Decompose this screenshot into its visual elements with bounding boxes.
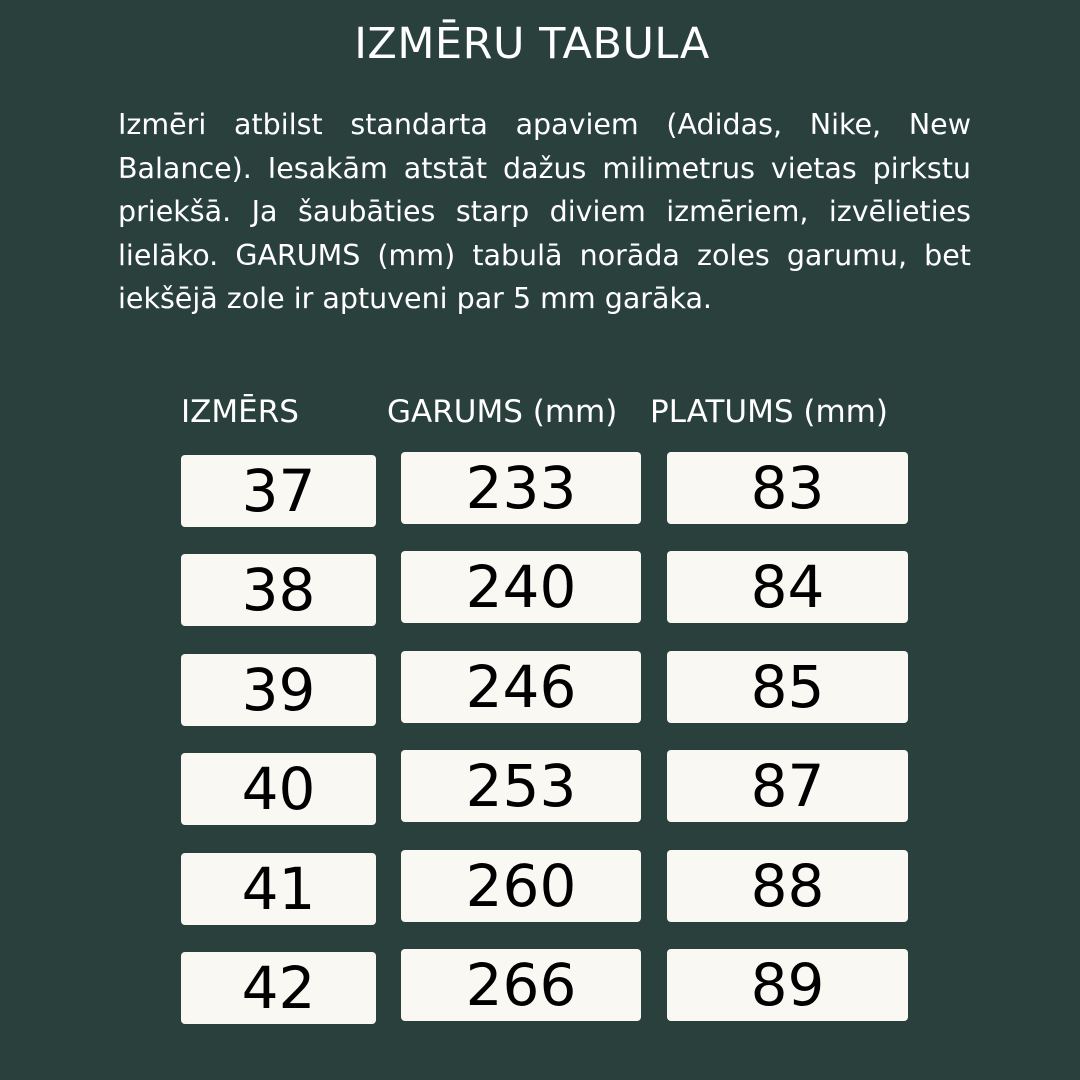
page-title: IZMĒRU TABULA: [354, 19, 710, 69]
length-cell: 260: [401, 850, 641, 922]
description-text: Izmēri atbilst standarta apaviem (Adidas, Nike, New Balance). Iesakām atstāt dažus milimetrus vietas pirkstu priekšā. Ja šaubāties starp diviem izmēriem, izvēlieties lielāko. GARUMS (mm) tabulā norāda zoles garumu, bet iekšējā zole ir aptuveni par 5 mm garāka.: [118, 108, 971, 315]
column-header-size: IZMĒRS: [181, 394, 299, 430]
size-cell: 37: [181, 455, 376, 527]
width-cell: 83: [667, 452, 908, 524]
column-header-length: GARUMS (mm): [387, 394, 618, 430]
width-cell: 84: [667, 551, 908, 623]
width-cell: 85: [667, 651, 908, 723]
length-cell: 240: [401, 551, 641, 623]
size-cell: 40: [181, 753, 376, 825]
size-cell: 42: [181, 952, 376, 1024]
length-cell: 246: [401, 651, 641, 723]
size-cell: 38: [181, 554, 376, 626]
width-cell: 88: [667, 850, 908, 922]
width-cell: 89: [667, 949, 908, 1021]
column-header-width: PLATUMS (mm): [650, 394, 888, 430]
length-cell: 266: [401, 949, 641, 1021]
length-cell: 233: [401, 452, 641, 524]
size-cell: 39: [181, 654, 376, 726]
length-cell: 253: [401, 750, 641, 822]
width-cell: 87: [667, 750, 908, 822]
size-cell: 41: [181, 853, 376, 925]
